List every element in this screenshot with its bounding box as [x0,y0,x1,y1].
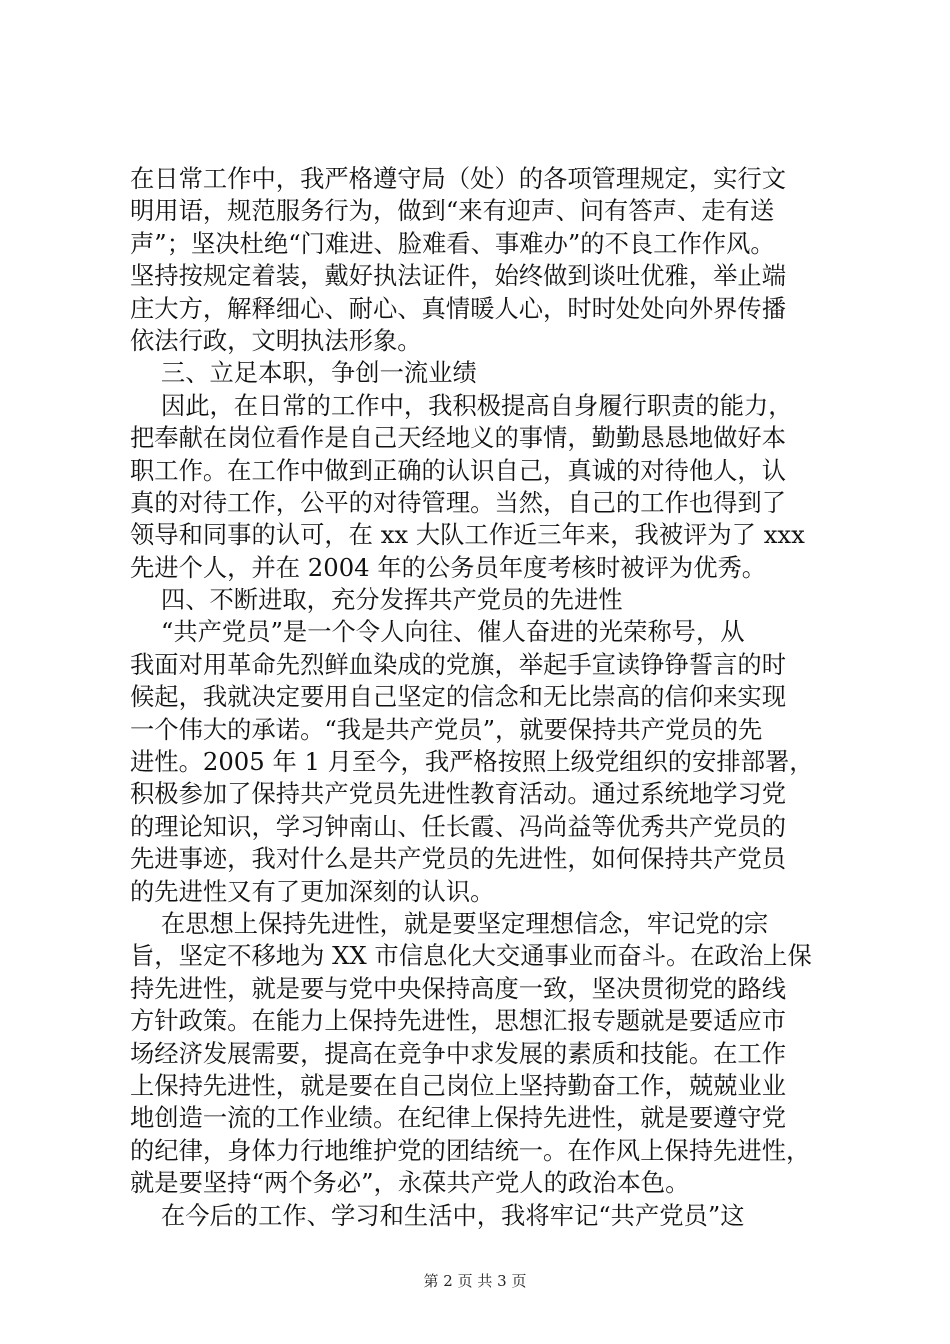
text-line: 在日常工作中，我严格遵守局（处）的各项管理规定，实行文 [130,164,787,193]
text-line: 在思想上保持先进性，就是要坚定理想信念，牢记党的宗 [130,908,769,938]
text-line: 场经济发展需要，提高在竞争中求发展的素质和技能。在工作 [130,1038,787,1068]
text-line: 把奉献在岗位看作是自己天经地义的事情，勤勤恳恳地做好本 [130,423,787,453]
text-line: 职工作。在工作中做到正确的认识自己，真诚的对待他人，认 [130,455,787,485]
text-line: 一个伟大的承诺。“我是共产党员”，就要保持共产党员的先 [130,714,763,744]
text-line: 上保持先进性，就是要在自己岗位上坚持勤奋工作，兢兢业业 [130,1070,787,1100]
text-line: 领导和同事的认可，在 xx 大队工作近三年来，我被评为了 xxx [130,520,805,550]
text-line: 就是要坚持“两个务必”，永葆共产党人的政治本色。 [130,1168,690,1198]
text-line: 庄大方，解释细心、耐心、真情暖人心，时时处处向外界传播 [130,293,787,323]
text-line: 因此，在日常的工作中，我积极提高自身履行职责的能力， [130,390,793,420]
text-line: 地创造一流的工作业绩。在纪律上保持先进性，就是要遵守党 [130,1103,787,1133]
text-line: 我面对用革命先烈鲜血染成的党旗，举起手宣读铮铮誓言的时 [130,649,787,679]
text-line: 进性。2005 年 1 月至今，我严格按照上级党组织的安排部署， [130,747,814,777]
text-line: 的纪律，身体力行地维护党的团结统一。在作风上保持先进性， [130,1135,811,1165]
text-line: 积极参加了保持共产党员先进性教育活动。通过系统地学习党 [130,779,787,809]
text-line: 真的对待工作，公平的对待管理。当然，自己的工作也得到了 [130,487,787,517]
text-line: “共产党员”是一个令人向往、催人奋进的光荣称号，从 [130,617,745,647]
text-line: 依法行政，文明执法形象。 [130,325,422,355]
text-line: 先进个人，并在 2004 年的公务员年度考核时被评为优秀。 [130,552,767,582]
text-line: 持先进性，就是要与党中央保持高度一致，坚决贯彻党的路线 [130,973,787,1003]
text-line: 的先进性又有了更加深刻的认识。 [130,876,495,906]
section-heading: 四、不断进取，充分发挥共产党员的先进性 [130,585,623,615]
text-line: 先进事迹，我对什么是共产党员的先进性，如何保持共产党员 [130,844,787,874]
section-heading: 三、立足本职，争创一流业绩 [130,358,477,388]
text-line: 在今后的工作、学习和生活中，我将牢记“共产党员”这 [130,1200,745,1230]
text-line: 候起，我就决定要用自己坚定的信念和无比崇高的信仰来实现 [130,682,787,712]
text-line: 旨，坚定不移地为 XX 市信息化大交通事业而奋斗。在政治上保 [130,941,812,971]
text-line: 坚持按规定着装，戴好执法证件，始终做到谈吐优雅，举止端 [130,261,787,291]
text-line: 声”；坚决杜绝“门难进、脸难看、事难办”的不良工作作风。 [130,228,775,258]
text-line: 方针政策。在能力上保持先进性，思想汇报专题就是要适应市 [130,1006,787,1036]
page-number-footer: 第 2 页 共 3 页 [423,1272,527,1290]
text-line: 的理论知识，学习钟南山、任长霞、冯尚益等优秀共产党员的 [130,811,787,841]
document-body [130,163,830,1232]
text-line: 明用语，规范服务行为，做到“来有迎声、问有答声、走有送 [130,196,775,226]
